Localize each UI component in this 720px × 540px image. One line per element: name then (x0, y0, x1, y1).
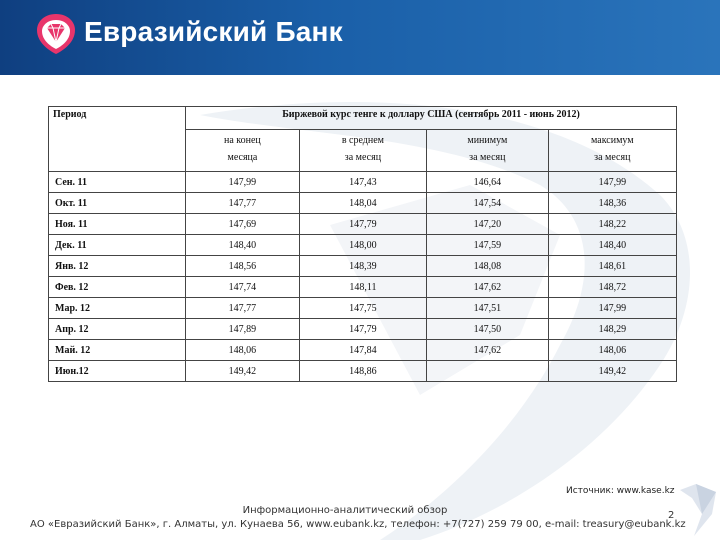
row-min-value: 147,59 (427, 235, 549, 256)
page-number: 2 (668, 510, 675, 521)
row-end-value: 148,06 (186, 340, 300, 361)
row-avg-value: 148,00 (299, 235, 426, 256)
row-min-value: 147,62 (427, 277, 549, 298)
row-period: Июн.12 (49, 361, 186, 382)
row-end-value: 147,69 (186, 214, 300, 235)
row-max-value: 147,99 (548, 172, 676, 193)
row-end-value: 147,77 (186, 193, 300, 214)
diamond-shield-logo-icon (34, 12, 78, 56)
row-max-value: 149,42 (548, 361, 676, 382)
row-min-value: 147,54 (427, 193, 549, 214)
row-min-value (427, 361, 549, 382)
row-avg-value: 147,79 (299, 319, 426, 340)
row-max-value: 148,36 (548, 193, 676, 214)
row-avg-value: 147,84 (299, 340, 426, 361)
row-end-value: 148,56 (186, 256, 300, 277)
row-max-value: 148,22 (548, 214, 676, 235)
row-min-value: 147,62 (427, 340, 549, 361)
table-row (49, 319, 677, 340)
table-row (49, 193, 677, 214)
table-row (49, 235, 677, 256)
row-min-value: 148,08 (427, 256, 549, 277)
sub-header-max: максимум за месяц (548, 130, 676, 172)
sub-header-end: на конец месяца (186, 130, 300, 172)
row-period: Сен. 11 (49, 172, 186, 193)
row-period: Апр. 12 (49, 319, 186, 340)
row-avg-value: 148,39 (299, 256, 426, 277)
row-min-value: 147,51 (427, 298, 549, 319)
table-row (49, 340, 677, 361)
header-bar (0, 0, 720, 75)
bank-name: Евразийский Банк (84, 16, 343, 47)
row-period: Дек. 11 (49, 235, 186, 256)
table-row (49, 172, 677, 193)
row-end-value: 147,89 (186, 319, 300, 340)
sub-header-avg: в среднем за месяц (299, 130, 426, 172)
row-max-value: 148,40 (548, 235, 676, 256)
row-max-value: 148,29 (548, 319, 676, 340)
row-period: Янв. 12 (49, 256, 186, 277)
table-row (49, 256, 677, 277)
row-period: Мар. 12 (49, 298, 186, 319)
row-min-value: 147,50 (427, 319, 549, 340)
source-note: Источник: www.kase.kz (566, 486, 675, 496)
table-row (49, 361, 677, 382)
row-end-value: 149,42 (186, 361, 300, 382)
table-row (49, 214, 677, 235)
row-period: Ноя. 11 (49, 214, 186, 235)
row-avg-value: 148,86 (299, 361, 426, 382)
row-end-value: 147,74 (186, 277, 300, 298)
row-avg-value: 147,79 (299, 214, 426, 235)
row-min-value: 146,64 (427, 172, 549, 193)
row-period: Май. 12 (49, 340, 186, 361)
row-max-value: 148,72 (548, 277, 676, 298)
row-end-value: 147,99 (186, 172, 300, 193)
row-end-value: 147,77 (186, 298, 300, 319)
row-min-value: 147,20 (427, 214, 549, 235)
row-avg-value: 148,11 (299, 277, 426, 298)
table-row (49, 298, 677, 319)
row-max-value: 148,06 (548, 340, 676, 361)
row-avg-value: 148,04 (299, 193, 426, 214)
rate-group-header: Биржевой курс тенге к доллару США (сентябрь 2011 - июнь 2012) (186, 107, 677, 130)
row-max-value: 147,99 (548, 298, 676, 319)
footer-contacts: АО «Евразийский Банк», г. Алматы, ул. Кунаева 56, www.eubank.kz, телефон: +7(727) 259 79 00, e-mail: treasury@eubank.kz (30, 519, 686, 530)
period-header: Период (49, 107, 186, 172)
row-avg-value: 147,75 (299, 298, 426, 319)
row-max-value: 148,61 (548, 256, 676, 277)
footer-title: Информационно-аналитический обзор (242, 505, 448, 516)
table-row (49, 277, 677, 298)
exchange-rate-table (48, 106, 677, 382)
row-period: Фев. 12 (49, 277, 186, 298)
row-period: Окт. 11 (49, 193, 186, 214)
row-avg-value: 147,43 (299, 172, 426, 193)
sub-header-min: минимум за месяц (427, 130, 549, 172)
row-end-value: 148,40 (186, 235, 300, 256)
